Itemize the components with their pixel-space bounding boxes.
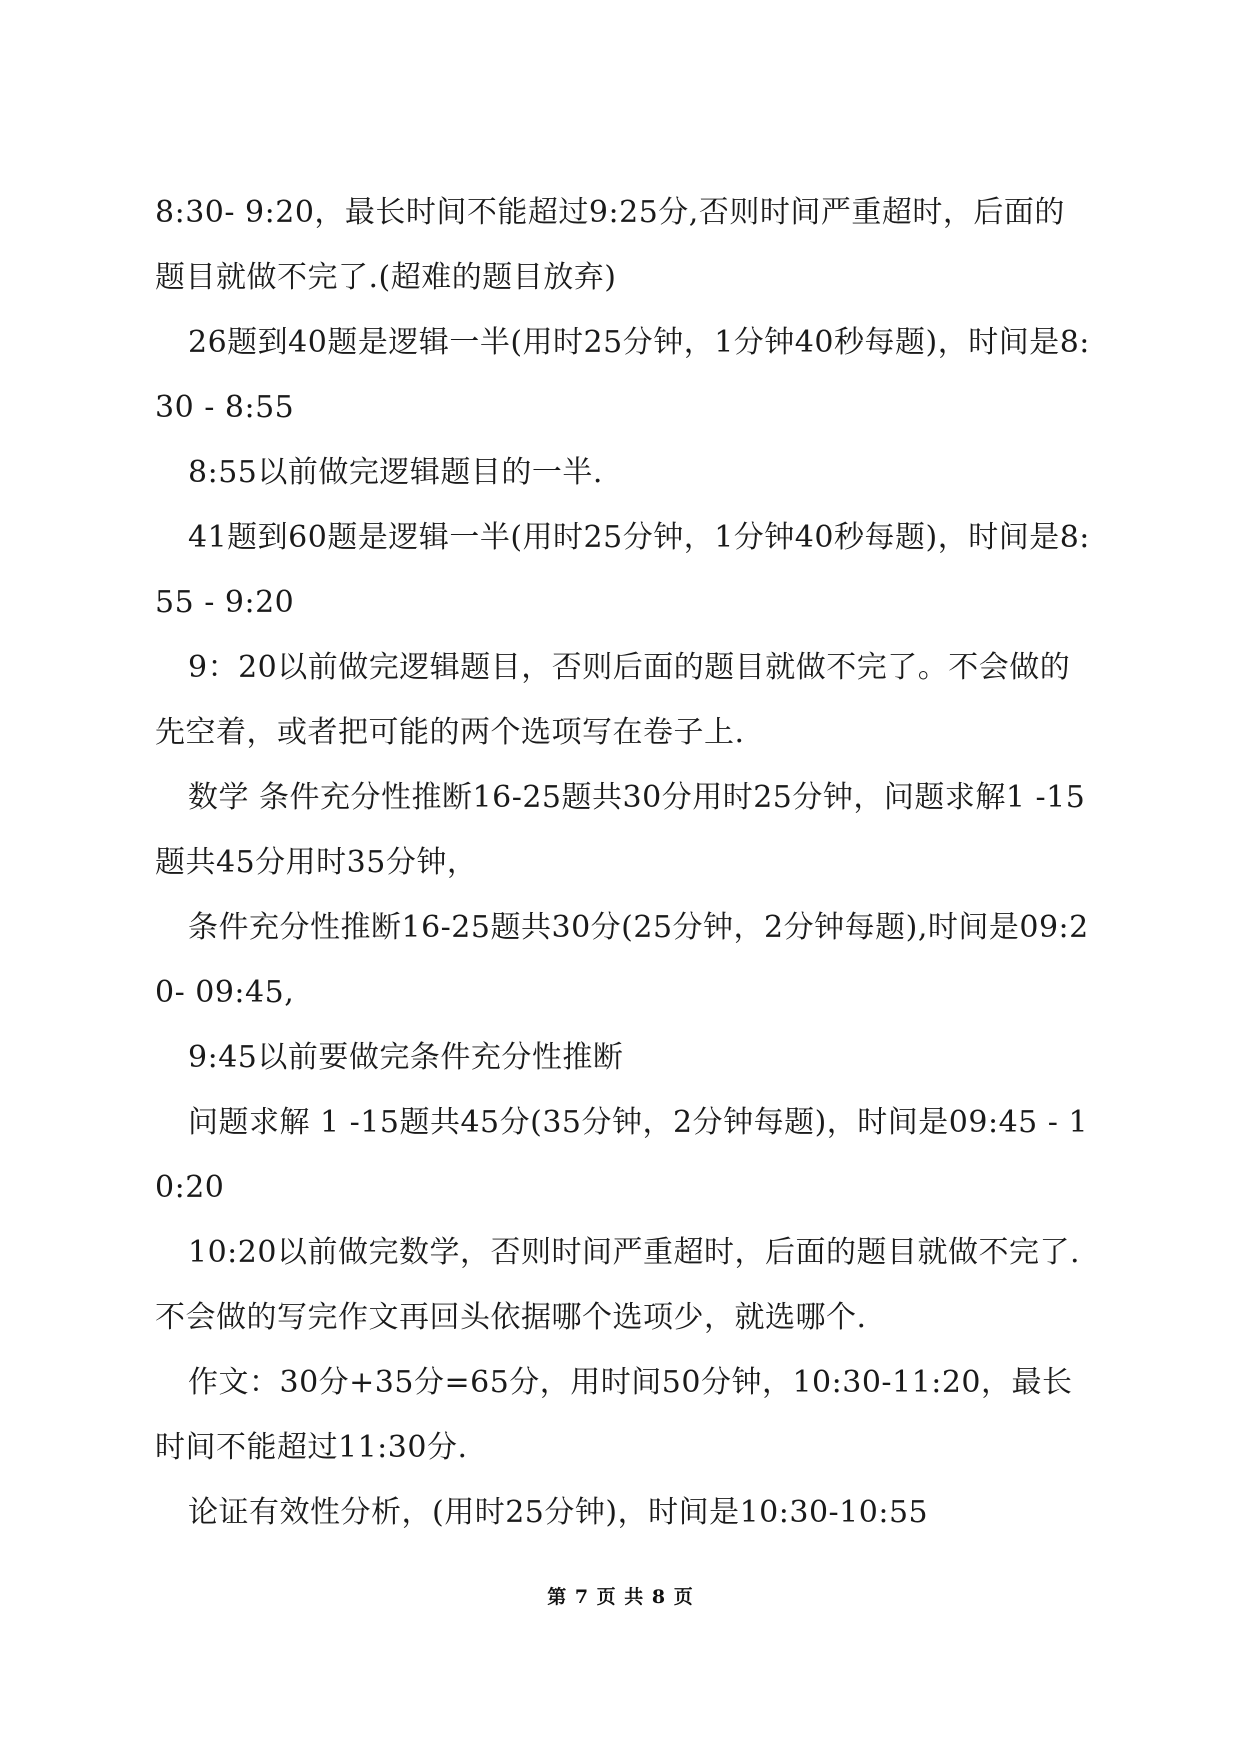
paragraph: 条件充分性推断16-25题共30分(25分钟，2分钟每题),时间是09:20- 09:45, (155, 910, 1089, 1010)
paragraph: 8:55以前做完逻辑题目的一半. (188, 455, 603, 490)
paragraph: 作文：30分+35分=65分，用时间50分钟，10:30-11:20，最长时间不能超过11:30分. (155, 1365, 1073, 1465)
paragraph: 论证有效性分析，(用时25分钟)，时间是10:30-10:55 (188, 1495, 929, 1530)
paragraph: 9：20以前做完逻辑题目，否则后面的题目就做不完了。不会做的先空着，或者把可能的两个选项写在卷子上. (155, 650, 1071, 750)
page-footer: 第 7 页 共 8 页 (547, 1586, 694, 1608)
paragraph: 26题到40题是逻辑一半(用时25分钟，1分钟40秒每题)，时间是8:30 - 8:55 (155, 325, 1090, 425)
paragraph: 41题到60题是逻辑一半(用时25分钟，1分钟40秒每题)，时间是8:55 - 9:20 (155, 520, 1090, 620)
paragraph: 问题求解 1 -15题共45分(35分钟，2分钟每题)，时间是09:45 - 10:20 (155, 1105, 1089, 1205)
paragraph: 数学 条件充分性推断16-25题共30分用时25分钟，问题求解1 -15题共45分用时35分钟， (155, 780, 1086, 880)
paragraph: 9:45以前要做完条件充分性推断 (188, 1040, 624, 1075)
paragraph: 10:20以前做完数学，否则时间严重超时，后面的题目就做不完了. 不会做的写完作文再回头依据哪个选项少，就选哪个. (155, 1235, 1080, 1335)
document-body (155, 180, 1095, 1545)
paragraph: 8:30- 9:20，最长时间不能超过9:25分,否则时间严重超时，后面的题目就做不完了.(超难的题目放弃) (155, 195, 1065, 295)
